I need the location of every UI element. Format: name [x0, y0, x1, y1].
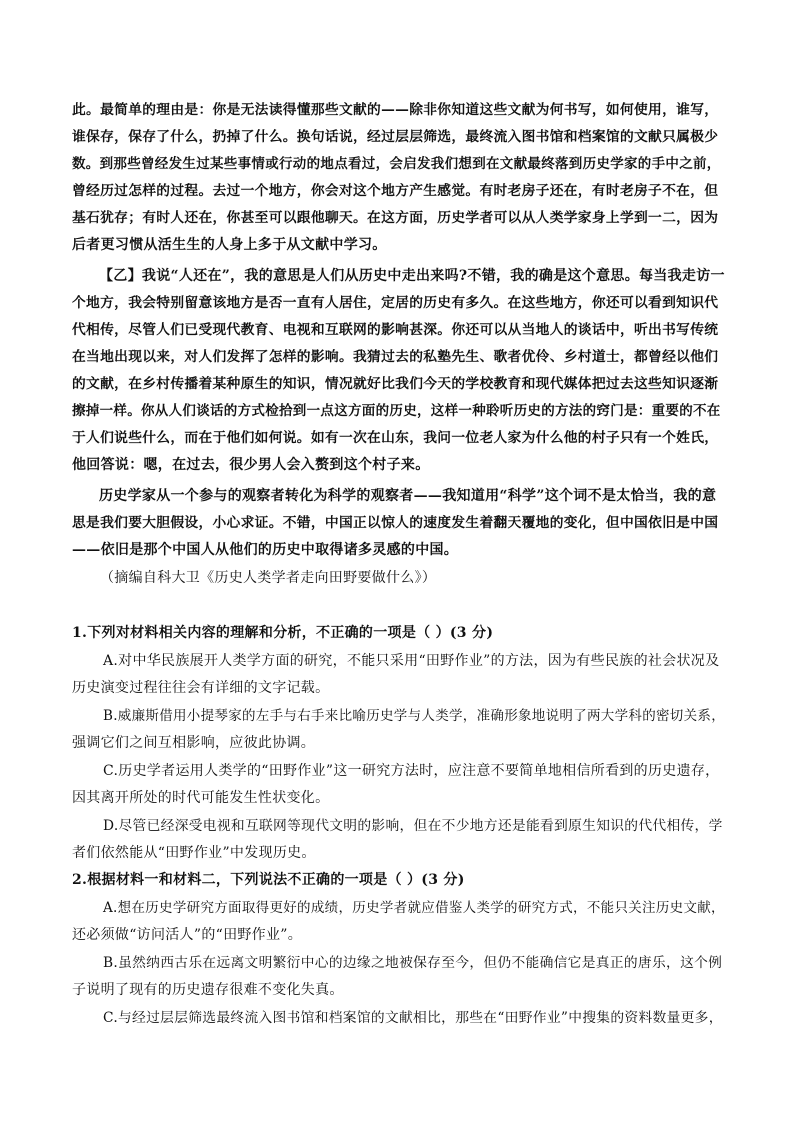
option-b-line1: B.威廉斯借用小提琴家的左手与右手来比喻历史学与人类学，准确形象地说明了两大学科的密切关系， — [103, 708, 726, 724]
option-c-line1: C.与经过层层筛选最终流入图书馆和档案馆的文献相比，那些在“田野作业”中搜集的资料数量更多， — [103, 1010, 723, 1026]
passage-line: 在当地出现以来，对人们发挥了怎样的影响。我猜过去的私塾先生、歌者优伶、乡村道士，都曾经以他们 — [72, 349, 719, 365]
option-c-line1: C.历史学者运用人类学的“田野作业”这一研究方法时，应注意不要简单地相信所看到的历史遗存， — [103, 763, 720, 779]
question-stem: 1.下列对材料相关内容的理解和分析，不正确的一项是（ ）(3 分) — [72, 625, 494, 641]
option-b-line2: 子说明了现有的历史遗存很难不变化失真。 — [72, 982, 344, 998]
passage-line: 数。到那些曾经发生过某些事情或行动的地点看过，会启发我们想到在文献最终落到历史学家的手中之前， — [72, 156, 721, 172]
passage-line: 思是我们要大胆假设，小心求证。不错，中国正以惊人的速度发生着翻天覆地的变化，但中国依旧是中国 — [72, 515, 719, 531]
option-c-line2: 因其离开所处的时代可能发生性状变化。 — [72, 790, 330, 806]
passage-line: 代相传，尽管人们已受现代教育、电视和互联网的影响甚深。你还可以从当地人的谈话中，听出书写传统 — [72, 322, 719, 338]
option-d-line1: D.尽管已经深受电视和互联网等现代文明的影响，但在不少地方还是能看到原生知识的代代相传，学 — [103, 818, 723, 834]
passage-line: 【乙】我说“人还在”，我的意思是人们从历史中走出来吗?不错，我的确是这个意思。每当我走访一 — [99, 268, 725, 284]
option-b-line1: B.虽然纳西古乐在远离文明繁衍中心的边缘之地被保存至今，但仍不能确信它是真正的唐乐，这个例 — [103, 955, 723, 971]
option-a-line2: 历史演变过程往往会有详细的文字记载。 — [72, 680, 330, 696]
passage-line: ——依旧是那个中国人从他们的历史中取得诸多灵感的中国。 — [72, 542, 459, 558]
passage-line: 后者更习惯从活生生的人身上多于从文献中学习。 — [72, 237, 387, 253]
option-b-line2: 强调它们之间互相影响，应彼此协调。 — [72, 735, 316, 751]
option-d-line2: 者们依然能从“田野作业”中发现历史。 — [72, 845, 316, 861]
option-a-line1: A.对中华民族展开人类学方面的研究，不能只采用“田野作业”的方法，因为有些民族的社会状况及 — [103, 653, 720, 669]
source-citation: （摘编自科大卫《历史人类学者走向田野要做什么》） — [100, 570, 437, 586]
option-a-line2: 还必须做“访问活人”的“田野作业”。 — [72, 927, 303, 943]
passage-line: 个地方，我会特别留意该地方是否一直有人居住，定居的历史有多久。在这些地方，你还可以看到知识代 — [72, 295, 719, 311]
passage-line: 曾经历过怎样的过程。去过一个地方，你会对这个地方产生感觉。有时老房子还在，有时老房子不在，但 — [72, 183, 719, 199]
question-stem: 2.根据材料一和材料二，下列说法不正确的一项是（ ）(3 分) — [72, 872, 465, 888]
passage-line: 的文献，在乡村传播着某种原生的知识，情况就好比我们今天的学校教育和现代媒体把过去这些知识逐渐 — [72, 376, 719, 392]
passage-line: 此。最简单的理由是：你是无法读得懂那些文献的——除非你知道这些文献为何书写，如何使用，谁写， — [72, 102, 719, 118]
passage-line: 谁保存，保存了什么，扔掉了什么。换句话说，经过层层筛选，最终流入图书馆和档案馆的文献只属极少 — [72, 129, 719, 145]
passage-line: 擦掉一样。你从人们谈话的方式检拾到一点这方面的历史，这样一种聆听历史的方法的窍门是：重要的不在 — [72, 403, 721, 419]
passage-line: 历史学家从一个参与的观察者转化为科学的观察者——我知道用“科学”这个词不是太恰当，我的意 — [99, 488, 717, 504]
passage-line: 他回答说：嗯，在过去，很少男人会入赘到这个村子来。 — [72, 457, 430, 473]
option-a-line1: A.想在历史学研究方面取得更好的成绩，历史学者就应借鉴人类学的研究方式，不能只关注历史文献， — [103, 900, 725, 916]
passage-line: 基石犹存；有时人还在，你甚至可以跟他聊天。在这方面，历史学者可以从人类学家身上学到一二，因为 — [72, 210, 719, 226]
passage-line: 于人们说些什么，而在于他们如何说。如有一次在山东，我问一位老人家为什么他的村子只有一个姓氏， — [72, 430, 719, 446]
